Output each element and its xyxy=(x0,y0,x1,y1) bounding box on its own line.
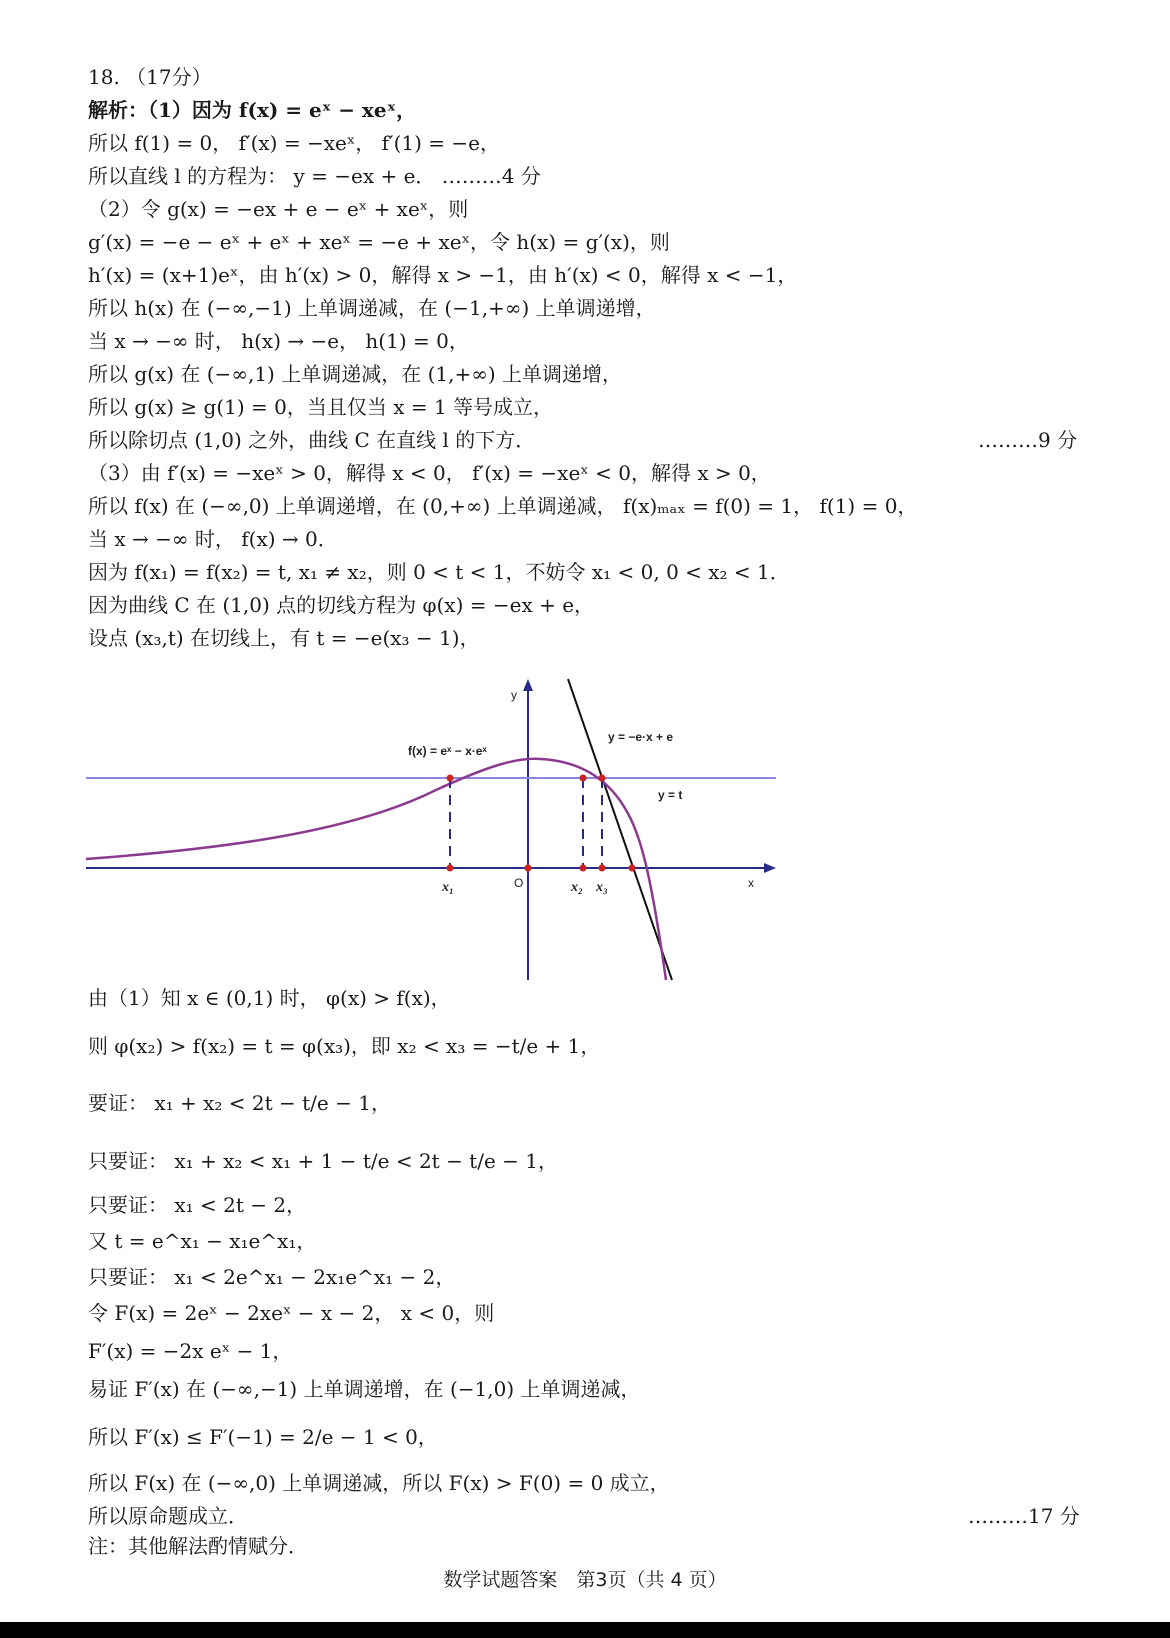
solution-line: （3）由 f′(x) = −xeˣ > 0，解得 x < 0， f′(x) = −xeˣ < 0，解得 x > 0， xyxy=(88,461,771,485)
solution-line: 所以 f(1) = 0， f′(x) = −xeˣ， f′(1) = −e， xyxy=(88,131,500,155)
score-marker-9: ………9 分 xyxy=(978,428,1078,452)
solution-line: 要证： x₁ + x₂ < 2t − t/e − 1， xyxy=(88,1091,391,1115)
origin-label: O xyxy=(514,876,524,890)
y-axis-label: y xyxy=(511,688,517,702)
tangent-label: y = −e·x + e xyxy=(608,730,674,744)
curve-f xyxy=(86,759,666,980)
solution-line: 解析：（1）因为 f(x) = eˣ − xeˣ， xyxy=(88,98,417,122)
x-axis-label: x xyxy=(748,876,754,890)
solution-line: 易证 F′(x) 在 (−∞,−1) 上单调递增，在 (−1,0) 上单调递减， xyxy=(88,1377,641,1401)
point-x2-top xyxy=(580,775,587,782)
solution-line: 令 F(x) = 2eˣ − 2xeˣ − x − 2， x < 0，则 xyxy=(88,1301,495,1325)
solution-line: 只要证： x₁ + x₂ < x₁ + 1 − t/e < 2t − t/e − 1， xyxy=(88,1149,558,1173)
score-marker-17: ………17 分 xyxy=(968,1504,1080,1528)
x-axis-arrow-icon xyxy=(764,863,776,873)
solution-line: （2）令 g(x) = −ex + e − eˣ + xeˣ，则 xyxy=(88,197,469,221)
solution-line: 由（1）知 x ∈ (0,1) 时， φ(x) > f(x)， xyxy=(88,986,451,1010)
solution-line: 所以 F′(x) ≤ F′(−1) = 2/e − 1 < 0， xyxy=(88,1425,438,1449)
solution-line: 所以直线 l 的方程为： y = −ex + e． ………4 分 xyxy=(88,164,541,188)
point-one xyxy=(629,865,636,872)
solution-line: 设点 (x₃,t) 在切线上，有 t = −e(x₃ − 1)， xyxy=(88,626,480,650)
point-origin xyxy=(525,865,532,872)
x1-label: x₁ xyxy=(442,880,454,895)
solution-line: F′(x) = −2x eˣ − 1， xyxy=(88,1339,293,1363)
function-graph xyxy=(86,675,786,985)
solution-line: h′(x) = (x+1)eˣ，由 h′(x) > 0，解得 x > −1，由 h′(x) < 0，解得 x < −1， xyxy=(88,263,798,287)
solution-line: 因为曲线 C 在 (1,0) 点的切线方程为 φ(x) = −ex + e， xyxy=(88,593,595,617)
problem-number: 18. （17分） xyxy=(88,65,212,89)
point-x2 xyxy=(580,865,587,872)
curve-label: f(x) = eˣ − x·eˣ xyxy=(408,744,487,758)
solution-line: 当 x → −∞ 时， f(x) → 0． xyxy=(88,527,338,551)
solution-line: 所以除切点 (1,0) 之外，曲线 C 在直线 l 的下方． xyxy=(88,428,536,452)
solution-line: 只要证： x₁ < 2t − 2， xyxy=(88,1193,307,1217)
solution-line: 因为 f(x₁) = f(x₂) = t, x₁ ≠ x₂，则 0 < t < 1，不妨令 x₁ < 0, 0 < x₂ < 1． xyxy=(88,560,790,584)
x2-label: x₂ xyxy=(571,880,583,895)
point-x1-top xyxy=(447,775,454,782)
point-x3 xyxy=(599,865,606,872)
solution-line: 所以 h(x) 在 (−∞,−1) 上单调递减，在 (−1,+∞) 上单调递增， xyxy=(88,296,656,320)
note-line: 注：其他解法酌情赋分． xyxy=(88,1534,308,1558)
solution-line: 所以原命题成立． xyxy=(88,1504,248,1528)
solution-line: g′(x) = −e − eˣ + eˣ + xeˣ = −e + xeˣ，令 h(x) = g′(x)，则 xyxy=(88,230,670,254)
solution-line: 只要证： x₁ < 2e^x₁ − 2x₁e^x₁ − 2， xyxy=(88,1265,456,1289)
hline-label: y = t xyxy=(658,788,683,802)
page-footer: 数学试题答案 第3页（共 4 页） xyxy=(443,1569,727,1591)
point-x3-top xyxy=(599,775,606,782)
solution-line: 所以 f(x) 在 (−∞,0) 上单调递增，在 (0,+∞) 上单调递减， f(x)ₘₐₓ = f(0) = 1， f(1) = 0， xyxy=(88,494,918,518)
x3-label: x₃ xyxy=(596,880,608,895)
solution-line: 所以 g(x) ≥ g(1) = 0，当且仅当 x = 1 等号成立， xyxy=(88,395,554,419)
solution-line: 当 x → −∞ 时， h(x) → −e， h(1) = 0， xyxy=(88,329,469,353)
bottom-bar xyxy=(0,1622,1170,1638)
point-x1 xyxy=(447,865,454,872)
solution-line: 则 φ(x₂) > f(x₂) = t = φ(x₃)，即 x₂ < x₃ = −t/e + 1， xyxy=(88,1034,601,1058)
y-axis-arrow-icon xyxy=(523,679,533,691)
solution-line: 又 t = e^x₁ − x₁e^x₁， xyxy=(88,1229,317,1253)
solution-line: 所以 g(x) 在 (−∞,1) 上单调递减，在 (1,+∞) 上单调递增， xyxy=(88,362,623,386)
solution-line: 所以 F(x) 在 (−∞,0) 上单调递减，所以 F(x) > F(0) = 0 成立， xyxy=(88,1471,670,1495)
